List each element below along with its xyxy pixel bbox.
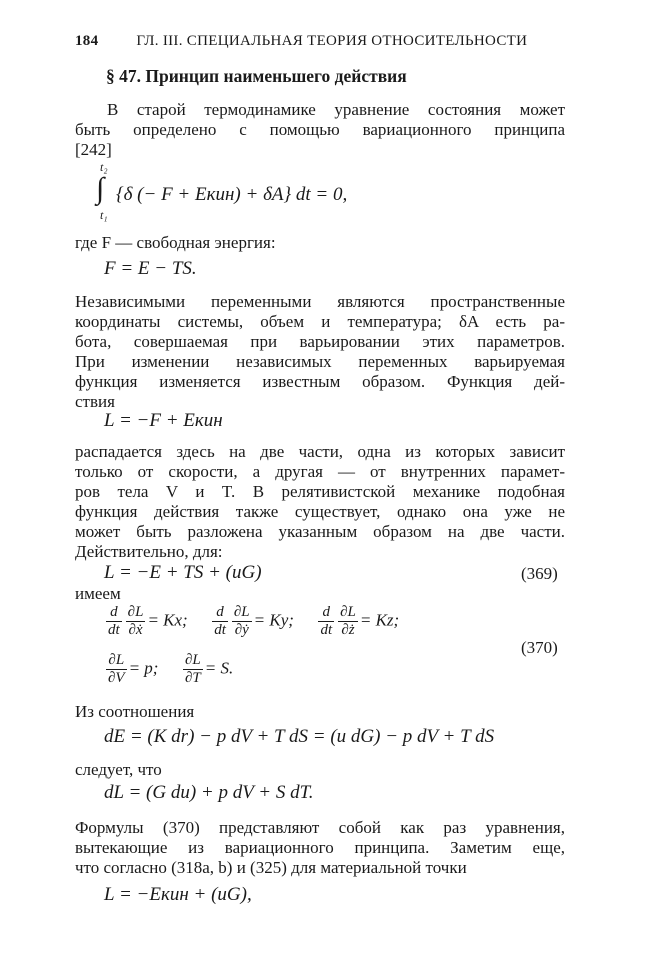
paragraph-5 [75,584,565,604]
rhs-s: = S. [204,658,234,678]
paragraph-8 [75,818,565,878]
text-line: координаты системы, объем и температура; δA есть ра- [75,312,565,331]
text-line: бота, совершаемая при варьировании этих параметров. [75,332,565,351]
rhs-kx: = Kx; [147,610,188,630]
text-line: вытекающие из вариационного принципа. Заметим еще, [75,838,565,857]
paragraph-1 [75,100,565,160]
section-title: § 47. Принцип наименьшего действия [106,66,407,86]
fraction-dL-dT: $\frac{\partial L}{\partial T}$ [184,652,201,686]
equation-number-369: (369) [521,564,558,583]
text-line: функция действия также существует, однако она уже не [75,502,565,521]
integral-lower-limit: t₁ [100,208,108,222]
running-header [75,33,527,50]
fraction-dL-dzdot: $\frac{\partial L}{\partial ż}$ [340,604,356,638]
page-number: 184 [75,33,99,49]
fraction-d-dt: $\frac{d}{dt}$ [214,604,226,638]
fraction-dL-dxdot: $\frac{\partial L}{\text{∂ẋ}}$ [127,604,144,638]
text-line: где F — свободная энергия: [75,233,276,252]
fraction-dL-dV: $\frac{\partial L}{\partial V}$ [108,652,125,686]
text-line: функция изменяется известным образом. Функция дей- [75,372,565,391]
equation-final: L = −Eкин + (uG), [104,884,252,905]
text-line: Действительно, для: [75,542,223,561]
text-line: распадается здесь на две части, одна из которых зависит [75,442,565,461]
text-line: ствия [75,392,115,411]
text-line: Формулы (370) представляют собой как раз уравнения, [75,818,565,837]
integral-upper-limit: t₂ [100,160,108,174]
text-line: имеем [75,584,121,603]
text-line: При изменении независимых переменных варьируемая [75,352,565,371]
rhs-kz: = Kz; [359,610,400,630]
equation-370-row-2 [104,652,233,687]
text-line: ров тела V и T. В релятивистской механике подобная [75,482,565,501]
integral-sign: ∫ [96,172,105,205]
equation-369: L = −E + TS + (uG) [104,562,262,583]
text-line: Независимыми переменными являются пространственные [75,292,565,311]
equation-370-row-1 [104,604,399,639]
equation-dE: dE = (K dr) − p dV + T dS = (u dG) − p dV + T dS [104,726,495,747]
text-line: В старой термодинамике уравнение состояния может [107,100,565,119]
paragraph-2 [75,233,565,253]
rhs-ky: = Ky; [253,610,294,630]
text-line: что согласно (318a, b) и (325) для материальной точки [75,858,467,877]
equation-dL: dL = (G du) + p dV + S dT. [104,782,314,803]
paragraph-4 [75,442,565,562]
fraction-d-dt: $\frac{d}{dt}$ [320,604,333,638]
rhs-p: = p; [128,658,159,678]
equation-number-370: (370) [521,638,558,657]
running-title: ГЛ. III. СПЕЦИАЛЬНАЯ ТЕОРИЯ ОТНОСИТЕЛЬНОСТИ [136,33,528,49]
text-line: Из соотношения [75,702,195,721]
text-line: только от скорости, а другая — от внутренних парамет- [75,462,565,481]
paragraph-6 [75,702,565,722]
paragraph-7 [75,760,565,780]
text-line: следует, что [75,760,162,779]
text-line: может быть разложена указанным образом на две части. [75,522,565,541]
lagrangian-equation: L = −F + Eкин [104,410,223,431]
text-line: [242] [75,140,112,159]
fraction-dL-dydot: $\frac{\partial L}{\text{∂ẏ}}$ [233,604,250,638]
paragraph-3 [75,292,565,412]
integral-body: {δ (− F + Eкин) + δA} dt = 0, [116,184,348,205]
fraction-d-dt: $\frac{d}{dt}$ [108,604,120,638]
free-energy-equation: F = E − TS. [104,258,197,279]
text-line: быть определено с помощью вариационного принципа [75,120,565,139]
